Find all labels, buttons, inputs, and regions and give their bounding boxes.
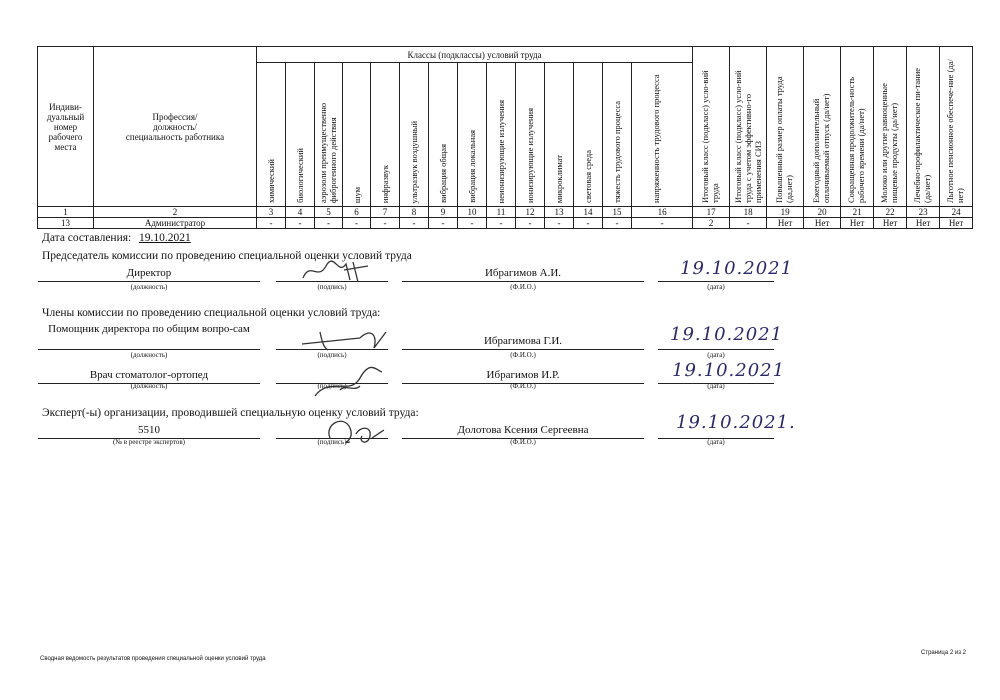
member-1-date-caption: (дата) xyxy=(707,351,725,359)
header-aerosols: аэрозоли преимущественно фиброгенного действия xyxy=(315,63,343,207)
chairman-signature-caption: (подпись) xyxy=(317,283,347,291)
table-row xyxy=(38,218,973,229)
member-1-signature-caption: (подпись) xyxy=(317,351,347,359)
column-number: 2 xyxy=(94,207,257,218)
header-therapeutic-food: Лечебно-профилактическое пи-тание (да/нет) xyxy=(907,47,940,207)
header-lighting: световая среда xyxy=(574,63,603,207)
header-ionizing: ионизирующие излучения xyxy=(516,63,545,207)
table-cell: - xyxy=(574,218,603,229)
member-1-name-line xyxy=(402,349,644,350)
column-number: 18 xyxy=(730,207,767,218)
table-cell: Нет xyxy=(907,218,940,229)
header-workplace-number: Индиви- дуальный номер рабочего места xyxy=(38,47,94,207)
member-1-position: Помощник директора по общим вопро-сам xyxy=(48,323,250,335)
expert-heading: Эксперт(-ы) организации, проводившей специальную оценку условий труда: xyxy=(42,407,419,419)
table-cell: Нет xyxy=(940,218,973,229)
table-cell: - xyxy=(343,218,371,229)
column-number: 6 xyxy=(343,207,371,218)
expert-signature-caption: (подпись) xyxy=(317,438,347,446)
chairman-signature-image xyxy=(298,256,378,286)
table-cell: - xyxy=(257,218,286,229)
member-1-position-line xyxy=(38,349,260,350)
date-compiled-value: 19.10.2021 xyxy=(139,232,191,244)
header-work-condition-classes: Классы (подклассы) условий труда xyxy=(257,47,693,63)
column-number: 19 xyxy=(767,207,804,218)
sout-results-table xyxy=(37,46,973,229)
chairman-date: 19.10.2021 xyxy=(680,258,794,279)
member-2-signature-caption: (подпись) xyxy=(317,382,347,390)
header-labor-severity: тяжесть трудового процесса xyxy=(603,63,632,207)
chairman-position-caption: (должность) xyxy=(130,283,168,291)
table-cell: Нет xyxy=(767,218,804,229)
column-number-row xyxy=(38,207,973,218)
header-milk: Молоко или другие равноценные пищевые продукты (да/нет) xyxy=(874,47,907,207)
table-cell: - xyxy=(545,218,574,229)
member-2-date: 19.10.2021 xyxy=(672,360,786,381)
table-cell: - xyxy=(371,218,400,229)
member-1-date-line xyxy=(658,349,774,350)
table-cell: Нет xyxy=(874,218,907,229)
header-local-vibration: вибрация локальная xyxy=(458,63,487,207)
table-cell: - xyxy=(429,218,458,229)
column-number: 10 xyxy=(458,207,487,218)
column-number: 14 xyxy=(574,207,603,218)
table-cell: - xyxy=(315,218,343,229)
member-1-date: 19.10.2021 xyxy=(670,324,784,345)
header-increased-pay: Повышенный размер оплаты труда (да,нет) xyxy=(767,47,804,207)
column-number: 8 xyxy=(400,207,429,218)
header-ultrasound: ультразвук воздушный xyxy=(400,63,429,207)
column-number: 21 xyxy=(841,207,874,218)
column-number: 1 xyxy=(38,207,94,218)
table-cell: - xyxy=(400,218,429,229)
member-2-fio-caption: (Ф.И.О.) xyxy=(510,382,536,390)
header-general-vibration: вибрация общая xyxy=(429,63,458,207)
table-cell: Нет xyxy=(804,218,841,229)
column-number: 13 xyxy=(545,207,574,218)
table-cell: - xyxy=(487,218,516,229)
table-cell: - xyxy=(730,218,767,229)
column-number: 22 xyxy=(874,207,907,218)
chairman-name: Ибрагимов А.И. xyxy=(484,267,562,279)
table-cell: 13 xyxy=(38,218,94,229)
member-2-name: Ибрагимов И.Р. xyxy=(486,369,560,381)
header-final-class-siz: Итоговый класс (подкласс) усло-вий труда с учетом эффективно-го применения СИЗ xyxy=(730,47,767,207)
column-number: 4 xyxy=(286,207,315,218)
expert-fio-caption: (Ф.И.О.) xyxy=(510,438,536,446)
column-number: 15 xyxy=(603,207,632,218)
column-number: 12 xyxy=(516,207,545,218)
table-cell: - xyxy=(286,218,315,229)
members-heading: Члены комиссии по проведению специальной оценки условий труда: xyxy=(42,307,381,319)
column-number: 17 xyxy=(693,207,730,218)
table-cell: - xyxy=(632,218,693,229)
column-number: 5 xyxy=(315,207,343,218)
column-number: 9 xyxy=(429,207,458,218)
column-number: 16 xyxy=(632,207,693,218)
header-noise: шум xyxy=(343,63,371,207)
member-1-fio-caption: (Ф.И.О.) xyxy=(510,351,536,359)
header-final-class: Итоговый класс (подкласс) усло-вий труда xyxy=(693,47,730,207)
footer-page-number: Страница 2 из 2 xyxy=(921,650,966,656)
chairman-heading: Председатель комиссии по проведению специальной оценки условий труда xyxy=(42,250,412,262)
table-cell: Нет xyxy=(841,218,874,229)
expert-registry-number: 5510 xyxy=(138,424,160,436)
header-nonionizing: неионизирующие излучения xyxy=(487,63,516,207)
table-cell: - xyxy=(603,218,632,229)
member-2-signature-image xyxy=(310,366,390,402)
table-cell: - xyxy=(458,218,487,229)
column-number: 24 xyxy=(940,207,973,218)
header-profession: Профессия/ должность/ специальность работника xyxy=(94,47,257,207)
chairman-date-line xyxy=(658,281,774,282)
header-biological: биологический xyxy=(286,63,315,207)
expert-registry-caption: (№ в реестре экспертов) xyxy=(112,438,185,446)
chairman-date-caption: (дата) xyxy=(707,283,725,291)
header-labor-intensity: напряженность трудового процесса xyxy=(632,63,693,207)
table-cell: - xyxy=(516,218,545,229)
header-reduced-hours: Сокращенная продолжитель-ность рабочего времени (да/нет) xyxy=(841,47,874,207)
chairman-name-line xyxy=(402,281,644,282)
expert-signature-image xyxy=(320,408,390,448)
member-2-position: Врач стоматолог-ортопед xyxy=(89,369,209,381)
expert-date-caption: (дата) xyxy=(707,438,725,446)
header-pension: Льготное пенсионное обеспече-ние (да/нет) xyxy=(940,47,973,207)
footer-document-title: Сводная ведомость результатов проведения специальной оценки условий труда xyxy=(40,656,266,662)
member-2-date-caption: (дата) xyxy=(707,382,725,390)
table-cell: Администратор xyxy=(94,218,257,229)
column-number: 3 xyxy=(257,207,286,218)
member-2-position-caption: (должность) xyxy=(130,382,168,390)
member-1-name: Ибрагимова Г.И. xyxy=(483,335,563,347)
expert-name: Долотова Ксения Сергеевна xyxy=(457,424,589,436)
date-compiled-label: Дата составления: xyxy=(42,232,132,244)
column-number: 20 xyxy=(804,207,841,218)
chairman-position: Директор xyxy=(126,267,172,279)
chairman-position-line xyxy=(38,281,260,282)
expert-date: 19.10.2021. xyxy=(676,412,796,433)
column-number: 7 xyxy=(371,207,400,218)
member-1-position-caption: (должность) xyxy=(130,351,168,359)
header-infrasound: инфразвук xyxy=(371,63,400,207)
header-microclimate: микроклимат xyxy=(545,63,574,207)
member-1-signature-image xyxy=(300,324,390,354)
chairman-fio-caption: (Ф.И.О.) xyxy=(510,283,536,291)
column-number: 11 xyxy=(487,207,516,218)
column-number: 23 xyxy=(907,207,940,218)
header-additional-leave: Ежегодный дополнительный оплачиваемый отпуск (да/нет) xyxy=(804,47,841,207)
header-chemical: химический xyxy=(257,63,286,207)
table-cell: 2 xyxy=(693,218,730,229)
